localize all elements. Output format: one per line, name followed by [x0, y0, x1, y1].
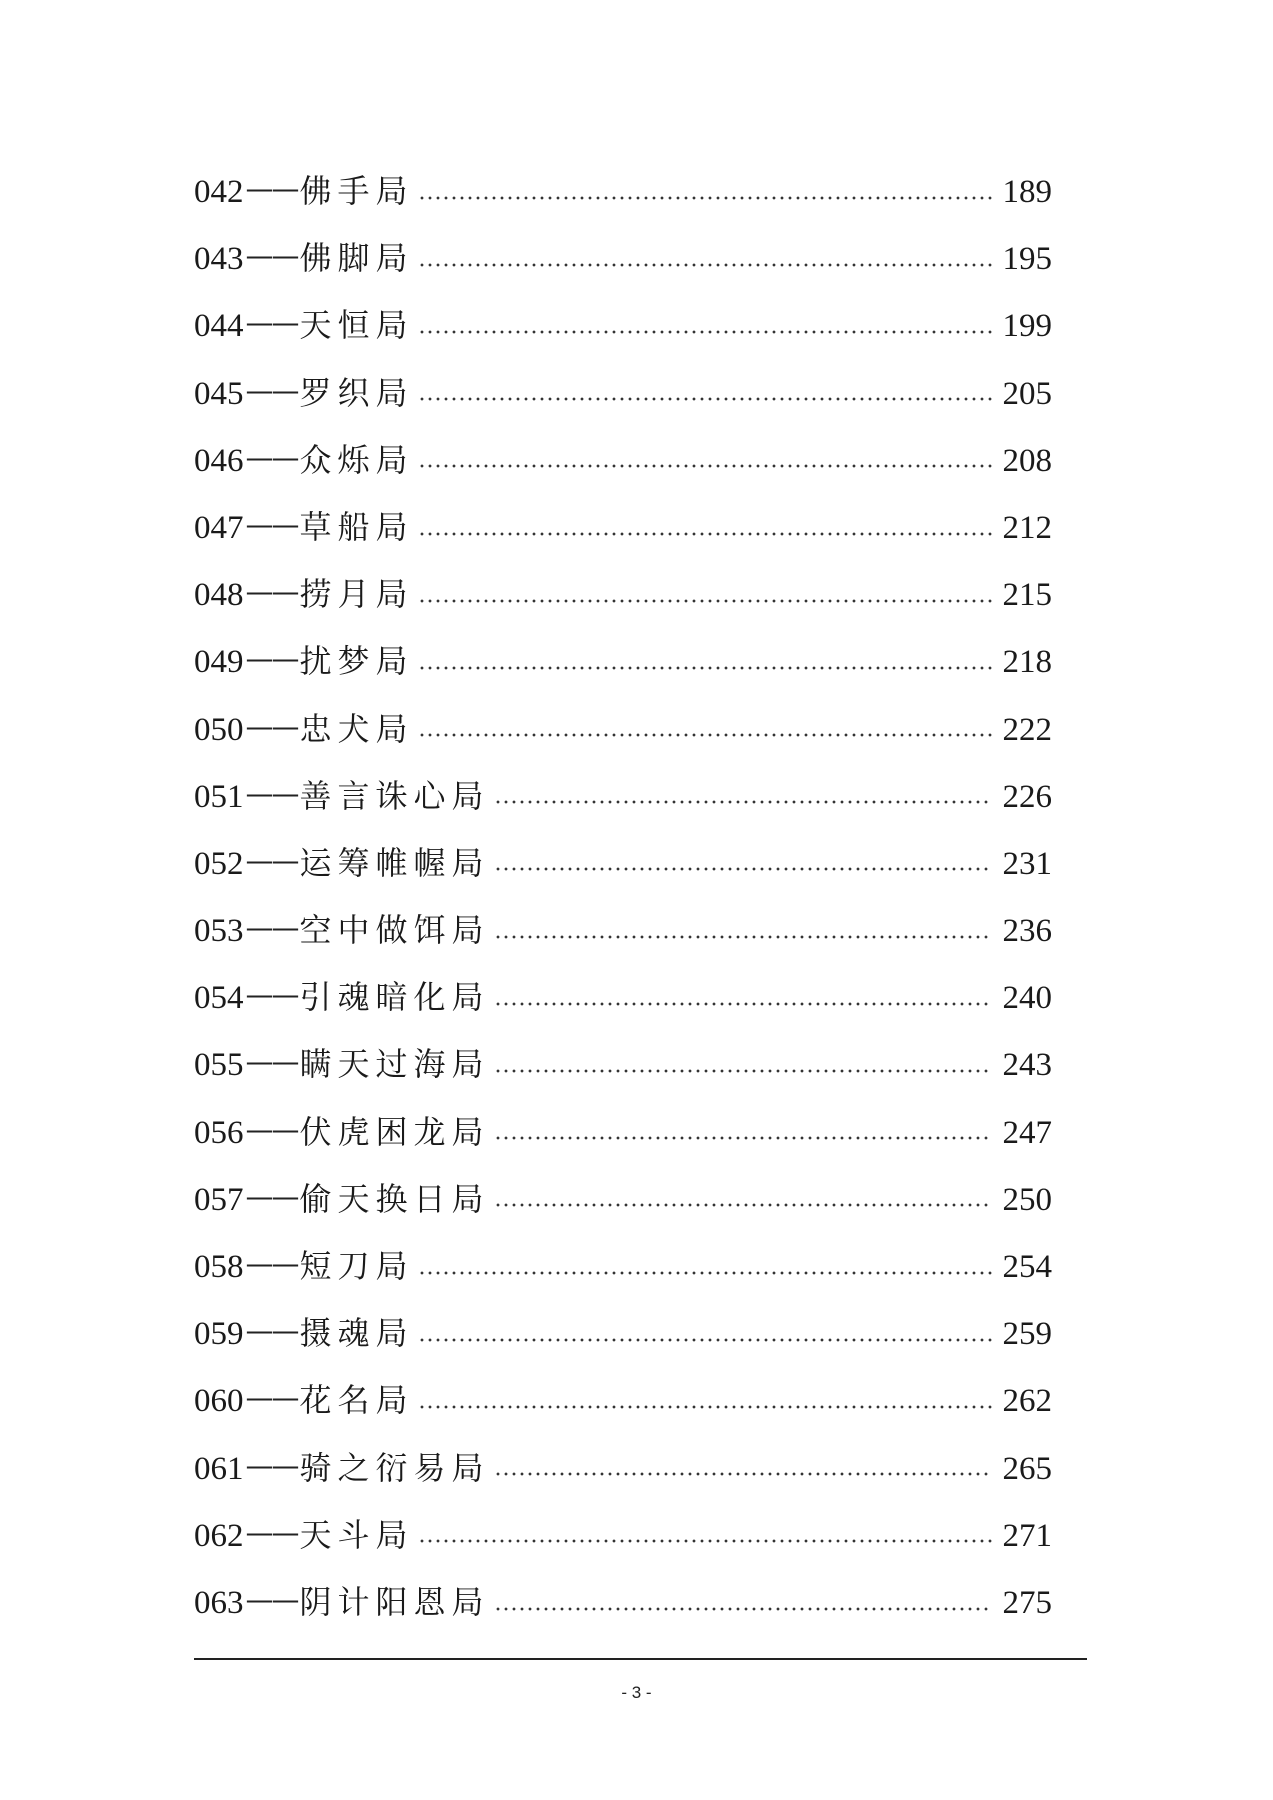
entry-separator: ——: [245, 911, 298, 945]
entry-separator: ——: [245, 978, 298, 1012]
toc-entry[interactable]: [194, 897, 1052, 964]
toc-entry[interactable]: [194, 1435, 1052, 1502]
entry-page-number: 240: [1002, 980, 1052, 1017]
entry-title: 花名局: [299, 1381, 414, 1420]
dot-leader: [418, 1271, 992, 1275]
entry-page-number: 247: [1002, 1114, 1052, 1151]
entry-title: 忠犬局: [299, 709, 414, 748]
entry-separator: ——: [245, 709, 298, 743]
toc-entry[interactable]: [194, 1569, 1052, 1636]
entry-number: 047: [194, 509, 244, 546]
entry-separator: ——: [245, 1582, 298, 1616]
toc-entry[interactable]: [194, 628, 1052, 695]
toc-entry[interactable]: [194, 494, 1052, 561]
dot-leader: [494, 935, 992, 939]
toc-entry[interactable]: [194, 360, 1052, 427]
entry-page-number: 243: [1002, 1047, 1052, 1084]
entry-title: 伏虎困龙局: [299, 1112, 490, 1151]
entry-page-number: 218: [1002, 644, 1052, 681]
page-number: - 3 -: [621, 1683, 652, 1702]
entry-title: 善言诛心局: [299, 776, 490, 815]
dot-leader: [494, 867, 992, 871]
entry-separator: ——: [245, 1179, 298, 1213]
entry-page-number: 195: [1002, 241, 1052, 278]
entry-page-number: 275: [1002, 1584, 1052, 1621]
entry-title: 捞月局: [299, 575, 414, 614]
entry-number: 045: [194, 375, 244, 412]
toc-entry[interactable]: [194, 225, 1052, 292]
entry-page-number: 254: [1002, 1249, 1052, 1285]
toc-entry[interactable]: [194, 1300, 1052, 1367]
toc-entry[interactable]: [194, 1233, 1052, 1300]
entry-separator: ——: [245, 575, 298, 609]
entry-separator: ——: [245, 1247, 298, 1280]
dot-leader: [494, 800, 992, 804]
toc-entry[interactable]: [194, 561, 1052, 628]
entry-title: 摄魂局: [299, 1314, 414, 1353]
toc-entry[interactable]: [194, 830, 1052, 897]
entry-page-number: 189: [1002, 174, 1052, 210]
entry-number: 044: [194, 308, 244, 345]
entry-number: 060: [194, 1383, 244, 1420]
entry-number: 055: [194, 1047, 244, 1084]
entry-separator: ——: [245, 843, 298, 877]
entry-page-number: 208: [1002, 442, 1052, 479]
entry-separator: ——: [245, 1515, 298, 1549]
entry-title: 引魂暗化局: [299, 978, 490, 1017]
toc-entry[interactable]: [194, 763, 1052, 830]
entry-title: 草船局: [299, 507, 414, 546]
entry-title: 短刀局: [299, 1247, 414, 1285]
entry-number: 061: [194, 1450, 244, 1487]
entry-separator: ——: [245, 1448, 298, 1482]
entry-title: 天恒局: [299, 306, 414, 345]
entry-number: 046: [194, 442, 244, 479]
entry-number: 063: [194, 1584, 244, 1621]
entry-page-number: 215: [1002, 577, 1052, 614]
entry-title: 空中做饵局: [299, 911, 490, 950]
entry-number: 054: [194, 980, 244, 1017]
entry-title: 偷天换日局: [299, 1179, 490, 1218]
entry-title: 阴计阳恩局: [299, 1582, 490, 1621]
entry-separator: ——: [245, 1381, 298, 1415]
entry-title: 众烁局: [299, 440, 414, 479]
entry-number: 051: [194, 778, 244, 815]
entry-title: 骑之衍易局: [299, 1448, 490, 1487]
entry-number: 049: [194, 644, 244, 681]
dot-leader: [418, 1539, 992, 1543]
entry-number: 057: [194, 1181, 244, 1218]
dot-leader: [494, 1203, 992, 1207]
toc-entry[interactable]: [194, 292, 1052, 359]
toc-entry[interactable]: [194, 158, 1052, 225]
dot-leader: [494, 1069, 992, 1073]
entry-title: 佛脚局: [299, 239, 414, 278]
toc-entry[interactable]: [194, 1367, 1052, 1434]
dot-leader: [418, 1405, 992, 1409]
entry-separator: ——: [245, 239, 298, 273]
entry-page-number: 271: [1002, 1517, 1052, 1554]
entry-page-number: 250: [1002, 1181, 1052, 1218]
table-of-contents: [194, 158, 1052, 1636]
entry-separator: ——: [245, 306, 298, 340]
entry-page-number: 231: [1002, 845, 1052, 882]
entry-separator: ——: [245, 440, 298, 474]
dot-leader: [494, 1472, 992, 1476]
entry-number: 048: [194, 577, 244, 614]
dot-leader: [418, 397, 992, 401]
entry-page-number: 226: [1002, 778, 1052, 815]
dot-leader: [418, 464, 992, 468]
entry-title: 天斗局: [299, 1515, 414, 1554]
entry-number: 050: [194, 711, 244, 748]
dot-leader: [418, 330, 992, 334]
dot-leader: [494, 1607, 992, 1611]
entry-number: 056: [194, 1114, 244, 1151]
entry-number: 062: [194, 1517, 244, 1554]
entry-separator: ——: [245, 507, 298, 541]
entry-page-number: 199: [1002, 308, 1052, 345]
entry-title: 运筹帷幄局: [299, 843, 490, 882]
entry-title: 瞒天过海局: [299, 1045, 490, 1084]
dot-leader: [418, 599, 992, 603]
toc-entry[interactable]: [194, 1502, 1052, 1569]
entry-page-number: 212: [1002, 509, 1052, 546]
entry-page-number: 236: [1002, 913, 1052, 950]
toc-entry[interactable]: [194, 1031, 1052, 1098]
toc-entry[interactable]: [194, 964, 1052, 1031]
dot-leader: [494, 1002, 992, 1006]
entry-page-number: 222: [1002, 711, 1052, 748]
entry-title: 罗织局: [299, 373, 414, 412]
entry-separator: ——: [245, 373, 298, 407]
entry-page-number: 265: [1002, 1450, 1052, 1487]
dot-leader: [418, 733, 992, 737]
dot-leader: [418, 1338, 992, 1342]
entry-number: 052: [194, 845, 244, 882]
dot-leader: [418, 666, 992, 670]
dot-leader: [418, 196, 992, 200]
entry-number: 058: [194, 1249, 244, 1285]
entry-separator: ——: [245, 172, 298, 205]
entry-title: 佛手局: [299, 172, 414, 210]
entry-separator: ——: [245, 1045, 298, 1079]
footer-divider: [194, 1658, 1087, 1660]
entry-number: 042: [194, 174, 244, 210]
entry-page-number: 259: [1002, 1316, 1052, 1353]
entry-separator: ——: [245, 776, 298, 810]
entry-separator: ——: [245, 1112, 298, 1146]
toc-entry[interactable]: [194, 1166, 1052, 1233]
dot-leader: [418, 532, 992, 536]
dot-leader: [418, 263, 992, 267]
entry-separator: ——: [245, 1314, 298, 1348]
entry-separator: ——: [245, 642, 298, 676]
toc-entry[interactable]: [194, 427, 1052, 494]
toc-entry[interactable]: [194, 1099, 1052, 1166]
entry-number: 043: [194, 241, 244, 278]
toc-entry[interactable]: [194, 696, 1052, 763]
dot-leader: [494, 1136, 992, 1140]
entry-number: 053: [194, 913, 244, 950]
entry-number: 059: [194, 1316, 244, 1353]
entry-page-number: 262: [1002, 1383, 1052, 1420]
entry-page-number: 205: [1002, 375, 1052, 412]
entry-title: 扰梦局: [299, 642, 414, 681]
